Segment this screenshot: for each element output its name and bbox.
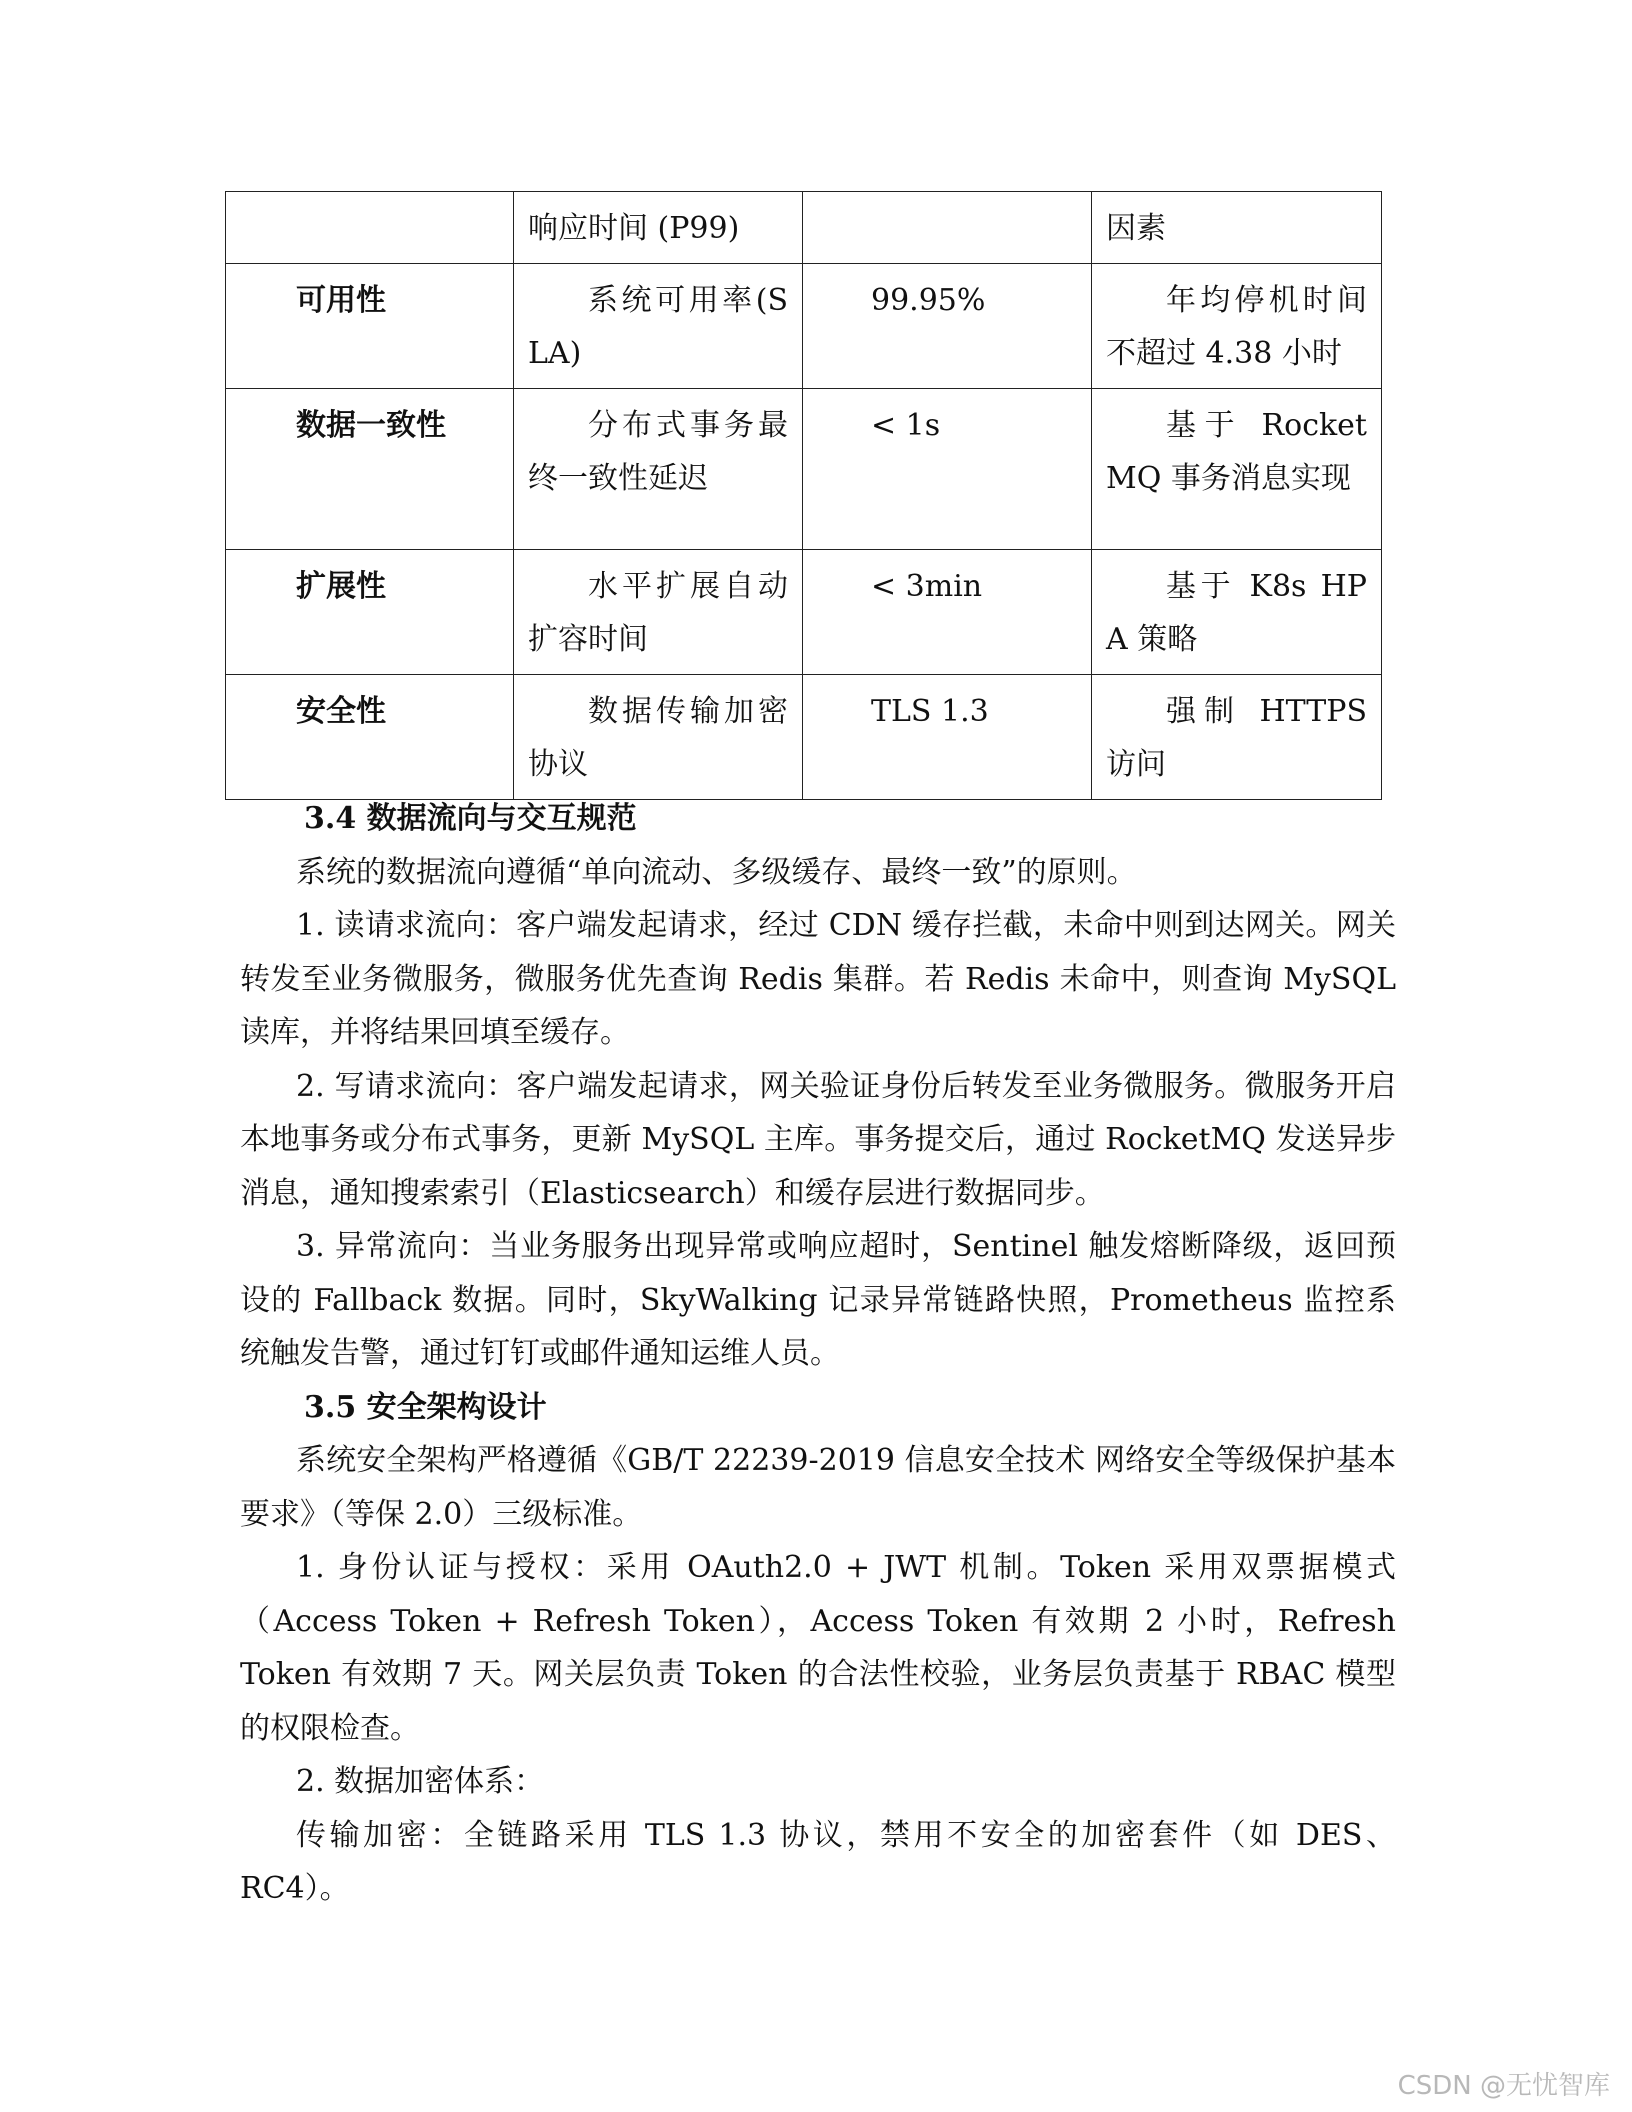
body-content — [240, 792, 1396, 1916]
table-cell-target: 99.95% — [803, 264, 1092, 389]
table-row — [226, 550, 1382, 675]
table-cell-target: < 1s — [803, 389, 1092, 550]
section-heading-3-4 — [240, 792, 1396, 846]
list-item: 1. 读请求流向：客户端发起请求，经过 CDN 缓存拦截，未命中则到达网关。网关转发至业务微服务，微服务优先查询 Redis 集群。若 Redis 未命中，则查询 MySQL 读库，并将结果回填至缓存。 — [240, 908, 1396, 1050]
table-cell-dimension — [226, 192, 514, 264]
table-cell-target: < 3min — [803, 550, 1092, 675]
table-row — [226, 192, 1382, 264]
watermark: CSDN @无忧智库 — [1397, 2071, 1610, 2101]
section-number: 3.5 — [304, 1389, 357, 1425]
table-cell-dimension: 可用性 — [226, 264, 514, 389]
table-cell-note: 强制 HTTPS 访问 — [1092, 675, 1382, 800]
table-cell-note: 因素 — [1092, 192, 1382, 264]
section-title: 数据流向与交互规范 — [366, 801, 637, 836]
list-item: 2. 写请求流向：客户端发起请求，网关验证身份后转发至业务微服务。微服务开启本地事务或分布式事务，更新 MySQL 主库。事务提交后，通过 RocketMQ 发送异步消息，通知搜索索引（Elasticsearch）和缓存层进行数据同步。 — [240, 1068, 1396, 1211]
requirements-table — [225, 191, 1382, 800]
table-cell-note: 基于 RocketMQ 事务消息实现 — [1092, 389, 1382, 550]
section-heading-3-5 — [240, 1381, 1396, 1435]
list-item: 2. 数据加密体系： — [296, 1764, 545, 1799]
table-cell-target — [803, 192, 1092, 264]
table-cell-metric: 分布式事务最终一致性延迟 — [514, 389, 803, 550]
table-row — [226, 264, 1382, 389]
table-cell-target: TLS 1.3 — [803, 675, 1092, 800]
table-cell-metric: 响应时间 (P99) — [514, 192, 803, 264]
table-cell-metric: 水平扩展自动扩容时间 — [514, 550, 803, 675]
table-cell-dimension: 扩展性 — [226, 550, 514, 675]
table-cell-metric: 系统可用率(SLA) — [514, 264, 803, 389]
table-row — [226, 675, 1382, 800]
list-item: 3. 异常流向：当业务服务出现异常或响应超时，Sentinel 触发熔断降级，返回预设的 Fallback 数据。同时，SkyWalking 记录异常链路快照，Prometheus 监控系统触发告警，通过钉钉或邮件通知运维人员。 — [240, 1229, 1396, 1371]
table-cell-note: 基于 K8s HPA 策略 — [1092, 550, 1382, 675]
section-title: 安全架构设计 — [366, 1389, 547, 1425]
table-cell-metric: 数据传输加密协议 — [514, 675, 803, 800]
list-item: 1. 身份认证与授权：采用 OAuth2.0 + JWT 机制。Token 采用双票据模式（Access Token + Refresh Token），Access Token 有效期 2 小时，Refresh Token 有效期 7 天。网关层负责 Token 的合法性校验，业务层负责基于 RBAC 模型的权限检查。 — [240, 1550, 1396, 1746]
paragraph: 系统安全架构严格遵循《GB/T 22239-2019 信息安全技术 网络安全等级保护基本要求》（等保 2.0）三级标准。 — [240, 1443, 1396, 1532]
table-cell-dimension: 数据一致性 — [226, 389, 514, 550]
table-cell-note: 年均停机时间不超过 4.38 小时 — [1092, 264, 1382, 389]
table-cell-dimension: 安全性 — [226, 675, 514, 800]
paragraph: 系统的数据流向遵循“单向流动、多级缓存、最终一致”的原则。 — [296, 854, 1137, 890]
paragraph: 传输加密：全链路采用 TLS 1.3 协议，禁用不安全的加密套件（如 DES、RC4）。 — [240, 1817, 1396, 1906]
section-number: 3.4 — [304, 801, 357, 836]
table-row — [226, 389, 1382, 550]
